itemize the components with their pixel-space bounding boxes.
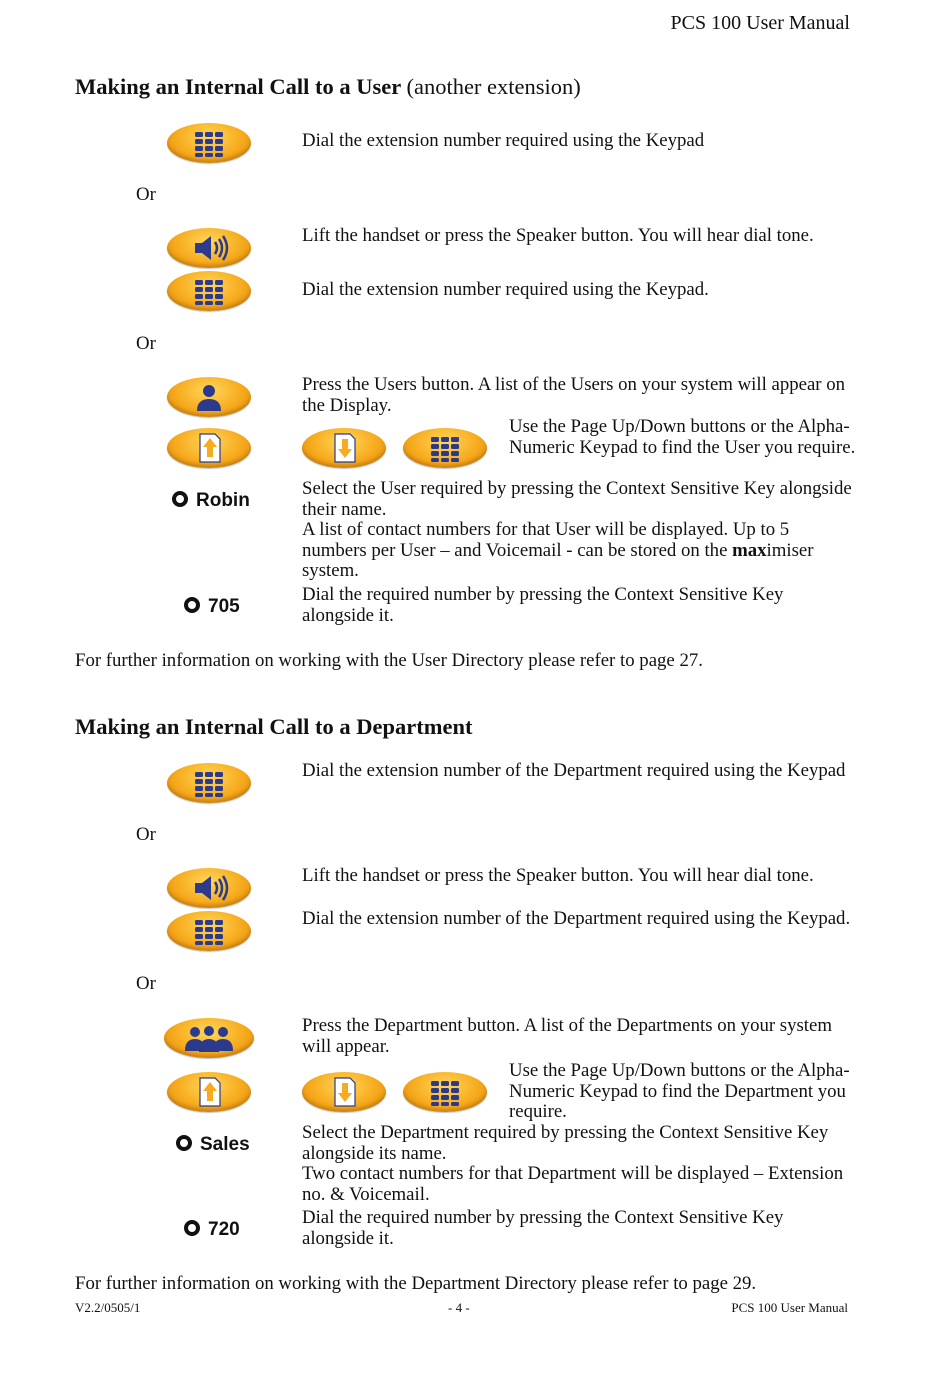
footer-version: V2.2/0505/1	[75, 1300, 141, 1315]
maximiser-bold: max	[732, 539, 767, 561]
context-key-icon	[184, 597, 200, 613]
user-step-6	[302, 520, 857, 582]
keypad-button[interactable]	[403, 1072, 487, 1112]
keypad-button[interactable]	[167, 763, 251, 803]
keypad-button[interactable]	[167, 123, 251, 163]
further-info-department: For further information on working with the Department Directory please refer to page 29.	[75, 1273, 757, 1294]
dept-step-2b: Dial the extension number of the Department required using the Keypad.	[302, 908, 851, 929]
keypad-button[interactable]	[167, 271, 251, 311]
speaker-button[interactable]	[167, 868, 251, 908]
context-key-sales[interactable]	[176, 1134, 250, 1156]
step-6-text: A list of contact numbers for that User will be displayed. Up to 5 numbers per User – and Voicemail - can be stored on the	[302, 519, 790, 561]
page-header-title: PCS 100 User Manual	[670, 12, 850, 34]
dept-step-5: Select the Department required by pressing the Context Sensitive Key alongside its name.	[302, 1122, 829, 1164]
page-up-button[interactable]	[167, 1072, 251, 1112]
context-key-label: Robin	[196, 490, 250, 511]
context-key-icon	[172, 491, 188, 507]
context-key-icon	[176, 1135, 192, 1151]
context-key-label: 705	[208, 596, 240, 617]
speaker-button[interactable]	[167, 228, 251, 268]
context-key-robin[interactable]	[172, 490, 250, 512]
user-step-5: Select the User required by pressing the Context Sensitive Key alongside their name.	[302, 478, 852, 520]
or-label: Or	[136, 333, 156, 354]
context-key-icon	[184, 1220, 200, 1236]
page-down-button[interactable]	[302, 428, 386, 468]
further-info-user: For further information on working with the User Directory please refer to page 27.	[75, 650, 703, 671]
user-step-2b: Dial the extension number required using the Keypad.	[302, 279, 709, 300]
or-label: Or	[136, 973, 156, 994]
department-button[interactable]	[164, 1018, 254, 1058]
context-key-label: 720	[208, 1219, 240, 1240]
page-down-button[interactable]	[302, 1072, 386, 1112]
user-step-3: Press the Users button. A list of the Users on your system will appear on the Display.	[302, 374, 846, 416]
footer-manual-title: PCS 100 User Manual	[731, 1300, 848, 1315]
footer-page-number: - 4 -	[448, 1300, 470, 1315]
context-key-705[interactable]	[184, 596, 240, 618]
heading-main: Making an Internal Call to a User	[75, 74, 401, 99]
page-up-button[interactable]	[167, 428, 251, 468]
heading-paren: (another extension)	[406, 74, 581, 99]
keypad-button[interactable]	[403, 428, 487, 468]
step-6-text-end: imiser system.	[302, 539, 814, 582]
dept-step-4: Use the Page Up/Down buttons or the Alpha- Numeric Keypad to find the Department you require.	[509, 1060, 850, 1123]
dept-step-6: Two contact numbers for that Department will be displayed – Extension no. & Voicemail.	[302, 1163, 844, 1205]
users-button[interactable]	[167, 377, 251, 417]
dept-step-7: Dial the required number by pressing the Context Sensitive Key alongside it.	[302, 1207, 784, 1249]
dept-step-2a: Lift the handset or press the Speaker button. You will hear dial tone.	[302, 865, 814, 886]
dept-step-3: Press the Department button. A list of the Departments on your system will appear.	[302, 1015, 832, 1057]
or-label: Or	[136, 824, 156, 845]
user-step-7: Dial the required number by pressing the Context Sensitive Key alongside it.	[302, 584, 784, 626]
or-label: Or	[136, 184, 156, 205]
context-key-label: Sales	[200, 1134, 250, 1155]
section-heading-user	[75, 74, 581, 100]
user-step-2a: Lift the handset or press the Speaker button. You will hear dial tone.	[302, 225, 814, 246]
user-step-1: Dial the extension number required using the Keypad	[302, 130, 705, 151]
user-step-4: Use the Page Up/Down buttons or the Alpha- Numeric Keypad to find the User you require.	[509, 416, 856, 458]
dept-step-1: Dial the extension number of the Department required using the Keypad	[302, 760, 846, 781]
keypad-button[interactable]	[167, 911, 251, 951]
section-heading-department: Making an Internal Call to a Department	[75, 714, 473, 739]
context-key-720[interactable]	[184, 1219, 240, 1241]
